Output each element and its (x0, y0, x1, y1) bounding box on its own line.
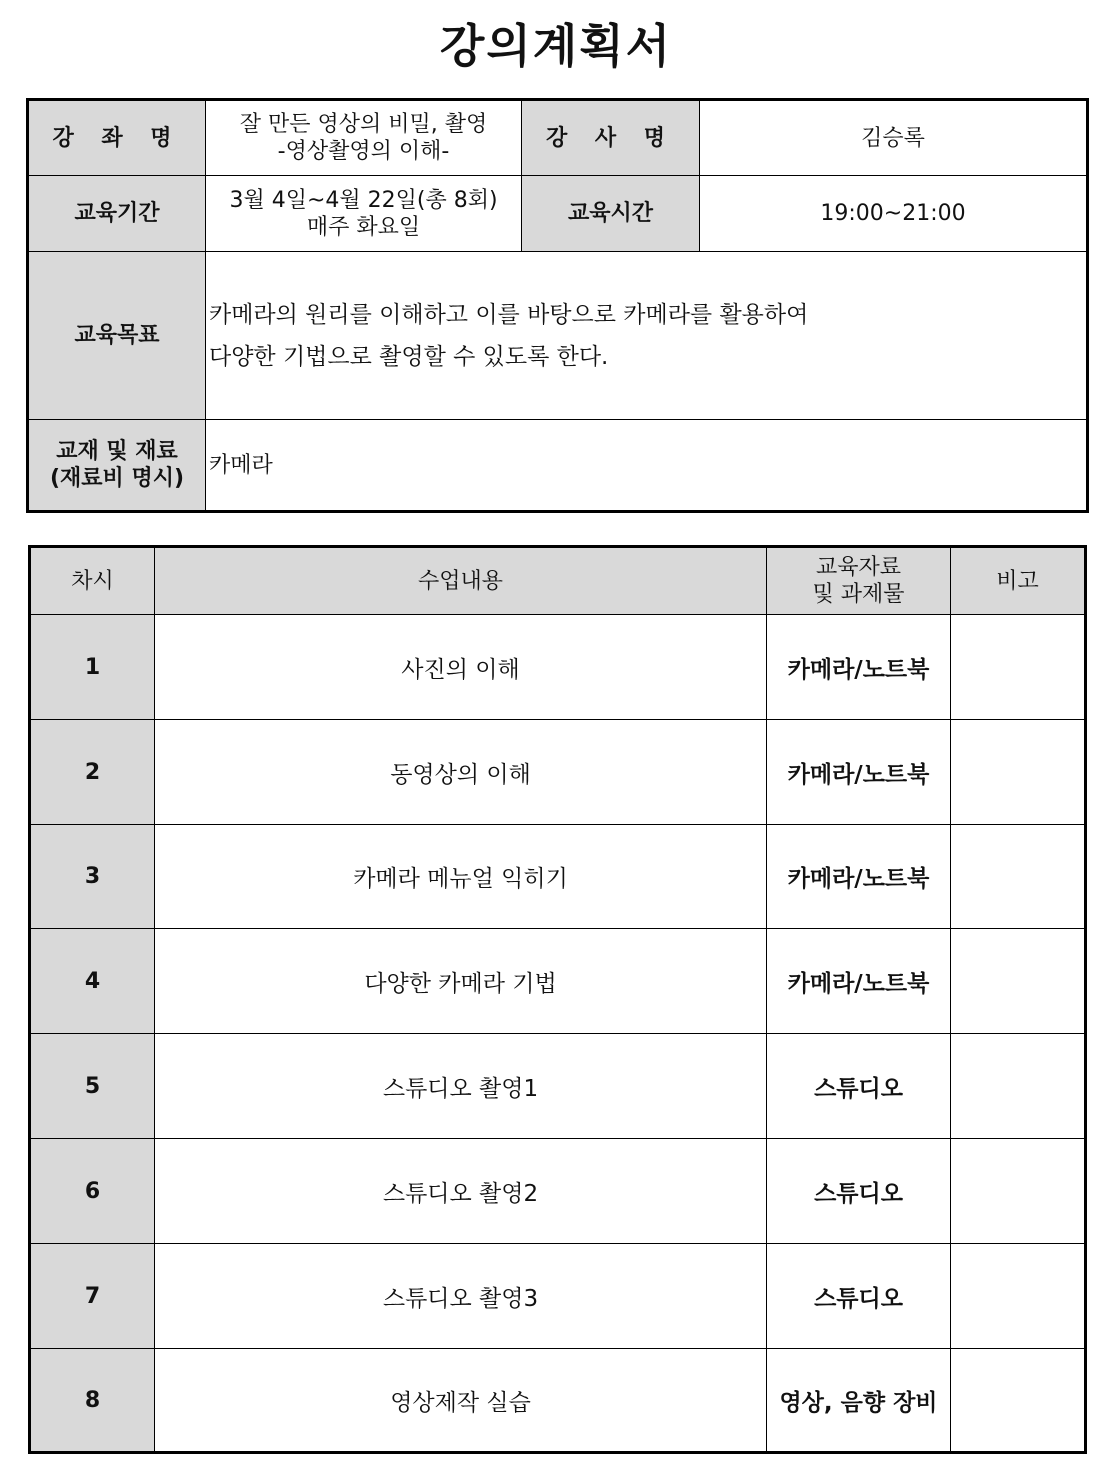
table-row (30, 1034, 1086, 1139)
document-title: 강의계획서 (439, 19, 673, 73)
course-name-line2: -영상촬영의 이해- (277, 139, 450, 164)
period-row (28, 176, 1088, 252)
goal-row (28, 252, 1088, 420)
session-note (951, 825, 1086, 929)
session-content: 스튜디오 촬영2 (155, 1139, 767, 1244)
time-label: 교육시간 (522, 176, 700, 252)
course-row (28, 100, 1088, 176)
header-materials-line1: 교육자료 (815, 555, 901, 580)
time-value: 19:00~21:00 (700, 176, 1088, 252)
goal-line2: 다양한 기법으로 촬영할 수 있도록 한다. (209, 343, 609, 370)
header-materials-line2: 및 과제물 (812, 582, 905, 607)
schedule-table (28, 545, 1087, 1454)
session-note (951, 1139, 1086, 1244)
session-content: 사진의 이해 (155, 615, 767, 720)
course-info-table (26, 98, 1089, 513)
session-materials: 카메라/노트북 (767, 929, 951, 1034)
session-note (951, 929, 1086, 1034)
session-materials: 스튜디오 (767, 1244, 951, 1349)
course-name-value (206, 100, 522, 176)
session-materials: 스튜디오 (767, 1139, 951, 1244)
materials-label-line1: 교재 및 재료 (56, 439, 178, 464)
materials-value: 카메라 (206, 420, 1088, 512)
period-value (206, 176, 522, 252)
session-content: 동영상의 이해 (155, 720, 767, 825)
session-note (951, 1034, 1086, 1139)
materials-row (28, 420, 1088, 512)
table-row (30, 825, 1086, 929)
session-materials: 카메라/노트북 (767, 615, 951, 720)
goal-value (206, 252, 1088, 420)
table-row (30, 1139, 1086, 1244)
instructor-value: 김승록 (700, 100, 1088, 176)
session-note (951, 720, 1086, 825)
table-row (30, 1349, 1086, 1453)
table-row (30, 929, 1086, 1034)
session-number: 4 (30, 929, 155, 1034)
session-number: 1 (30, 615, 155, 720)
period-label: 교육기간 (28, 176, 206, 252)
session-number: 3 (30, 825, 155, 929)
goal-line1: 카메라의 원리를 이해하고 이를 바탕으로 카메라를 활용하여 (209, 301, 809, 328)
header-note: 비고 (951, 547, 1086, 615)
session-number: 7 (30, 1244, 155, 1349)
session-note (951, 1349, 1086, 1453)
instructor-label: 강 사 명 (522, 100, 700, 176)
header-materials (767, 547, 951, 615)
session-number: 6 (30, 1139, 155, 1244)
header-session: 차시 (30, 547, 155, 615)
session-materials: 스튜디오 (767, 1034, 951, 1139)
period-line2: 매주 화요일 (306, 214, 421, 240)
materials-label (28, 420, 206, 512)
table-row (30, 1244, 1086, 1349)
materials-label-line2: (재료비 명시) (49, 466, 185, 491)
schedule-header-row (30, 547, 1086, 615)
course-name-line1: 잘 만든 영상의 비밀, 촬영 (239, 112, 488, 137)
session-materials: 카메라/노트북 (767, 825, 951, 929)
session-content: 스튜디오 촬영3 (155, 1244, 767, 1349)
session-content: 스튜디오 촬영1 (155, 1034, 767, 1139)
session-number: 8 (30, 1349, 155, 1453)
session-content: 카메라 메뉴얼 익히기 (155, 825, 767, 929)
goal-label: 교육목표 (28, 252, 206, 420)
session-content: 영상제작 실습 (155, 1349, 767, 1453)
period-line1: 3월 4일~4월 22일(총 8회) (229, 187, 498, 213)
session-materials: 카메라/노트북 (767, 720, 951, 825)
table-row (30, 615, 1086, 720)
session-note (951, 615, 1086, 720)
session-content: 다양한 카메라 기법 (155, 929, 767, 1034)
table-row (30, 720, 1086, 825)
session-note (951, 1244, 1086, 1349)
header-content: 수업내용 (155, 547, 767, 615)
session-number: 2 (30, 720, 155, 825)
course-name-label: 강 좌 명 (28, 100, 206, 176)
session-number: 5 (30, 1034, 155, 1139)
session-materials: 영상, 음향 장비 (767, 1349, 951, 1453)
